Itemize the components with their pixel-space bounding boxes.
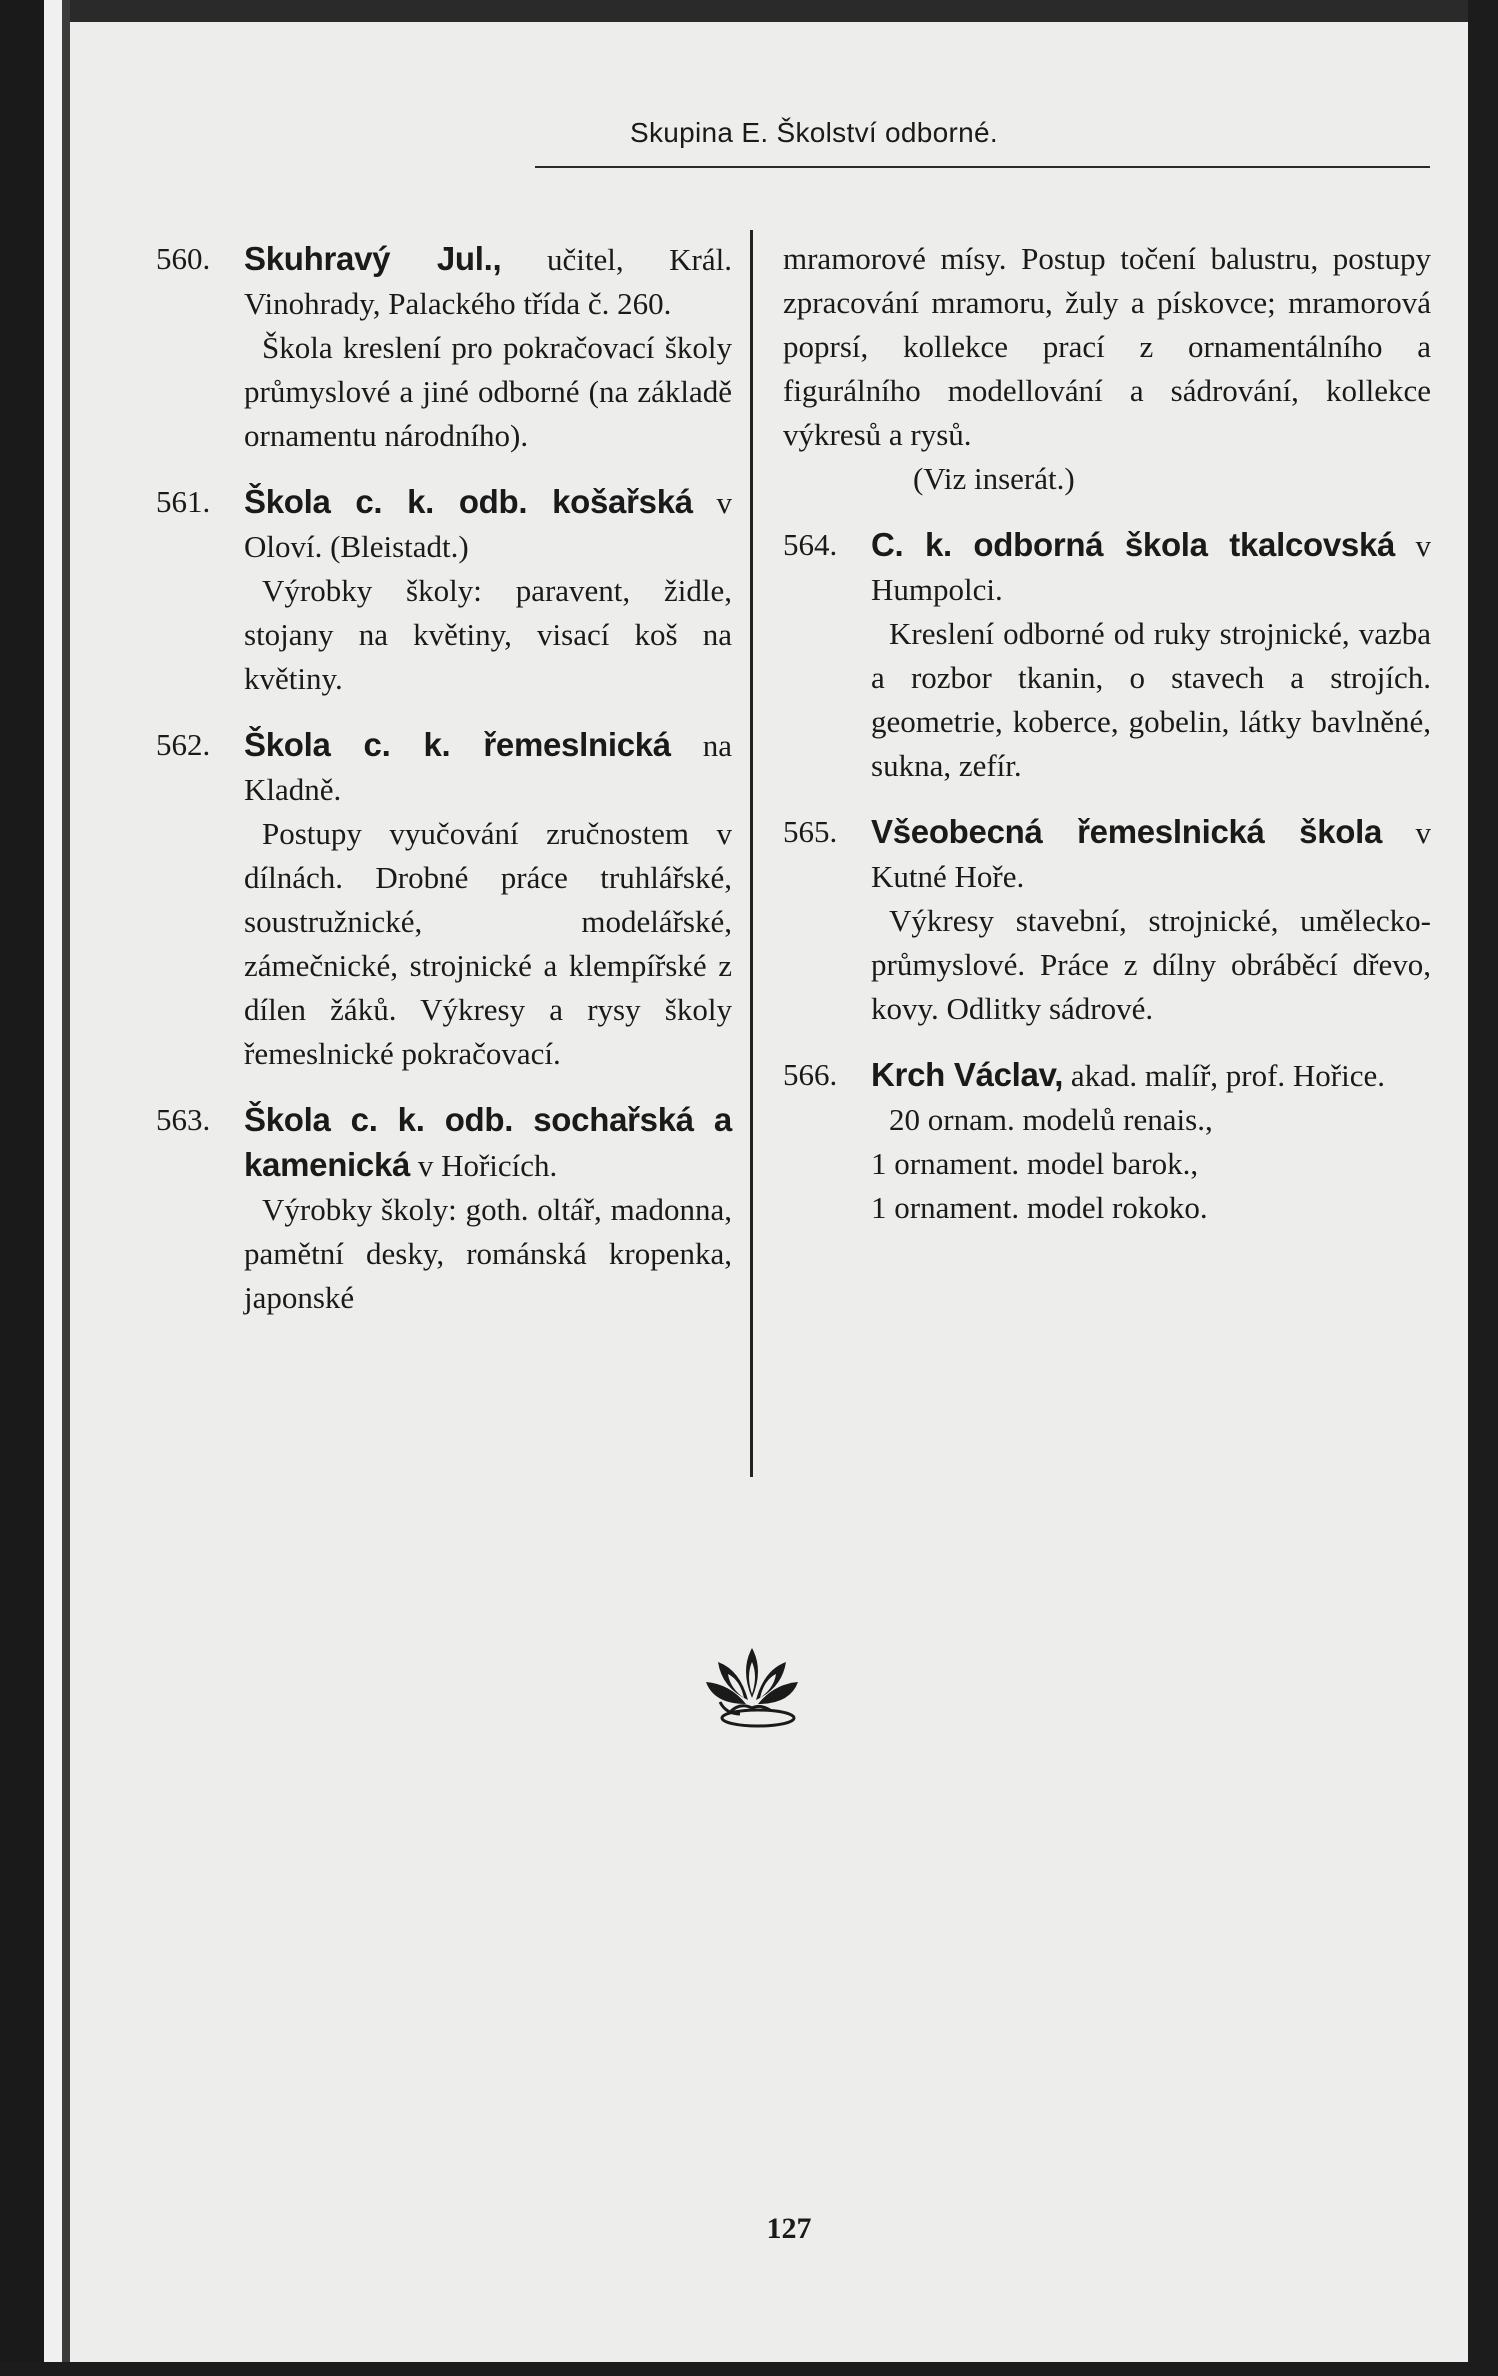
exhibitor-info: učitel, Král. Vinohrady, Palackého třída č. 260. [244,242,732,321]
catalog-entry-561 [156,480,732,701]
catalog-entry-563 [156,1098,732,1320]
catalog-entry-563-continued [783,237,1431,501]
entry-number: 566. [783,1057,838,1092]
continued-description: mramorové mísy. Postup točení balustru, postupy zpracování mramoru, žuly a pískovce; mramorová poprsí, kollekce prací z ornamentálního a figurálního modellování a sádrování, kollekce výkresů a rysů. [783,241,1431,452]
exhibitor-info: v Oloví. (Bleistadt.) [244,485,732,564]
exhibit-description: Škola kreslení pro pokračovací školy průmyslové a jiné odborné (na základě ornamentu národního). [244,330,732,453]
exhibitor-info: v Humpolci. [871,528,1432,607]
entry-number: 563. [156,1102,211,1137]
entry-number: 560. [156,241,211,276]
exhibit-line: 20 ornam. modelů renais., [889,1102,1213,1137]
exhibit-description: Postupy vyučování zručnostem v dílnách. Drobné práce truhlářské, soustružnické, modelářské, zámečnické, strojnické a klempířské z dílen žáků. Výkresy a rysy školy řemeslnické pokračovací. [244,816,732,1071]
advert-reference: (Viz inserát.) [913,461,1075,496]
catalog-entry-566 [783,1053,1431,1230]
catalog-entry-560 [156,237,732,458]
header-rule [535,166,1430,168]
exhibitor-name: Škola c. k. odb. sochařská a kamenická [244,1101,732,1183]
exhibitor-info: na Kladně. [244,728,732,807]
entry-number: 562. [156,727,211,762]
catalog-entry-564 [783,523,1431,788]
left-column [156,237,732,1342]
scan-bottom-edge [0,2362,1498,2376]
entry-number: 561. [156,484,211,519]
scan-right-edge [1468,0,1498,2376]
exhibitor-name: Škola c. k. odb. košařská [244,483,693,520]
exhibitor-name: Skuhravý Jul., [244,240,502,277]
catalog-entry-562 [156,723,732,1076]
exhibit-description: Výrobky školy: goth. oltář, madonna, pamětní desky, románská kropenka, japonské [244,1192,732,1315]
exhibit-description: Výkresy stavební, strojnické, umělecko-průmyslové. Práce z dílny obráběcí dřevo, kovy. Odlitky sádrové. [871,903,1431,1026]
lotus-flower-icon [700,1640,805,1730]
entry-number: 565. [783,814,838,849]
exhibitor-info: v Kutné Hoře. [871,815,1432,894]
scan-left-edge [0,0,70,2376]
exhibitor-name: Krch Václav, [871,1056,1064,1093]
catalog-entry-565 [783,810,1431,1031]
exhibit-line: 1 ornament. model rokoko. [871,1190,1208,1225]
exhibitor-info: akad. malíř, prof. Hořice. [1070,1058,1386,1093]
page-number: 127 [766,2212,812,2245]
exhibit-description: Výrobky školy: paravent, židle, stojany na květiny, visací koš na květiny. [244,573,732,696]
exhibit-line: 1 ornament. model barok., [871,1146,1199,1181]
right-column [783,237,1431,1252]
column-divider [750,230,753,1477]
entry-number: 564. [783,527,838,562]
exhibitor-name: Všeobecná řemeslnická škola [871,813,1383,850]
exhibitor-name: Škola c. k. řemeslnická [244,726,671,763]
exhibitor-info: v Hořicích. [417,1148,558,1183]
book-page [70,22,1468,2362]
running-header: Skupina E. Školství odborné. [630,117,998,148]
exhibitor-name: C. k. odborná škola tkalcovská [871,526,1396,563]
exhibit-description: Kreslení odborné od ruky strojnické, vazba a rozbor tkanin, o stavech a strojích. geometrie, koberce, gobelin, látky bavlněné, sukna, zefír. [871,616,1431,783]
